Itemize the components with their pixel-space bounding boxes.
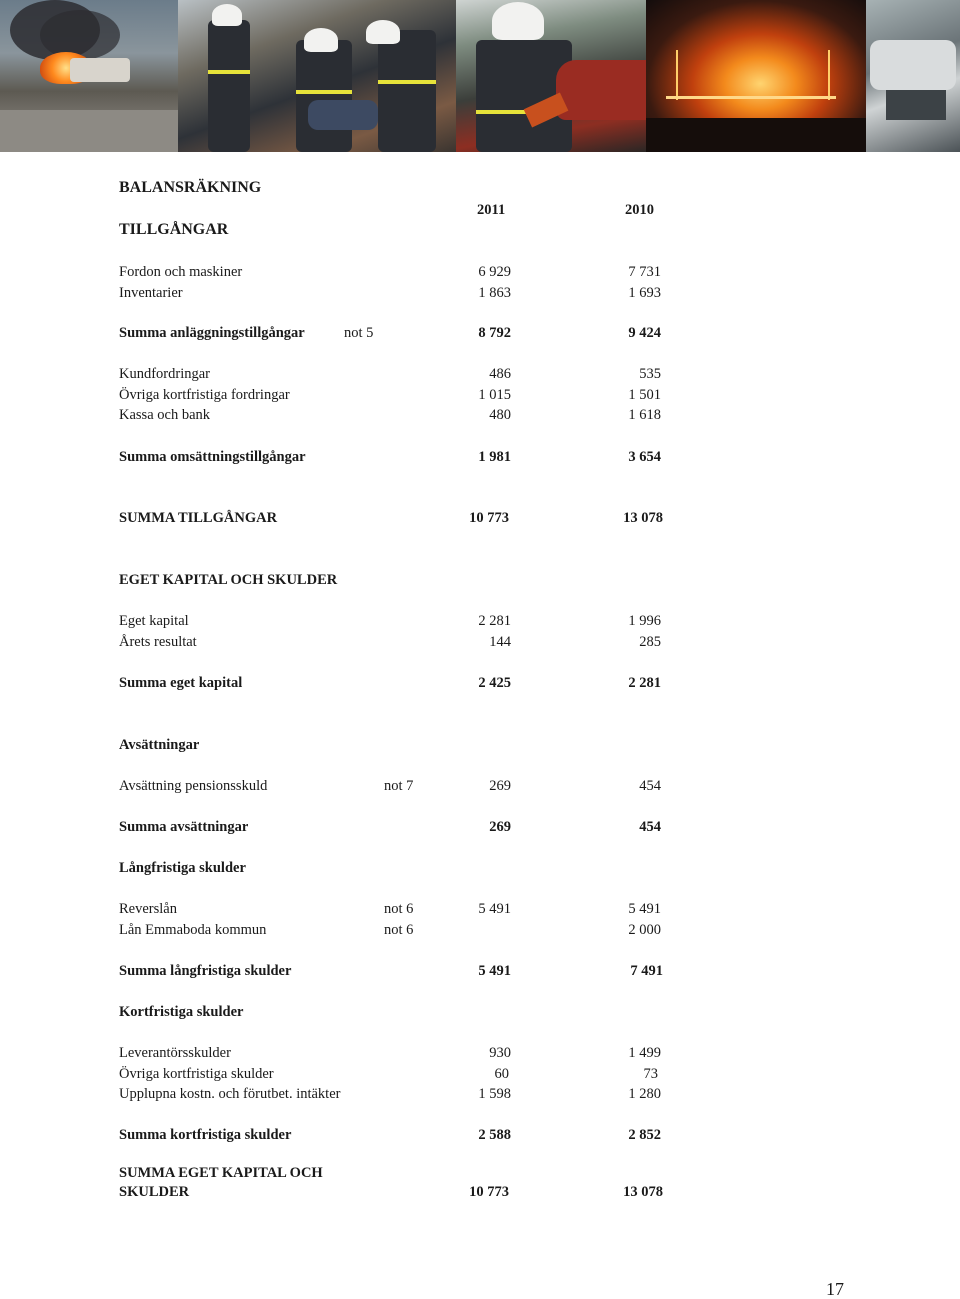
row-label: Upplupna kostn. och förutbet. intäkter [119, 1086, 341, 1102]
value-2011: 60 [494, 1066, 509, 1082]
row-label: Avsättning pensionsskuld [119, 778, 268, 794]
value-2010: 454 [639, 778, 661, 794]
subtotal-row [0, 323, 960, 343]
short-term-liabilities-heading: Kortfristiga skulder [119, 1004, 244, 1020]
subtotal-row [0, 447, 960, 467]
value-2011: 1 598 [478, 1086, 511, 1102]
note-ref: not 6 [384, 901, 414, 917]
statement-row [0, 283, 960, 303]
burning-house-photo [646, 0, 866, 152]
subtotal-row [0, 817, 960, 837]
subtotal-row [0, 673, 960, 693]
row-label: Övriga kortfristiga skulder [119, 1066, 274, 1082]
provisions-heading: Avsättningar [119, 737, 200, 753]
row-label: Summa eget kapital [119, 675, 243, 691]
statement-row [0, 364, 960, 384]
value-2010: 454 [639, 819, 661, 835]
statement-row [0, 405, 960, 425]
value-2010: 1 499 [628, 1045, 661, 1061]
row-label: Kassa och bank [119, 407, 211, 423]
statement-row [0, 632, 960, 652]
value-2011: 269 [489, 778, 511, 794]
statement-row [0, 899, 960, 919]
assets-heading-row [0, 220, 960, 240]
subtotal-row [0, 1125, 960, 1145]
value-2010: 7 491 [630, 963, 663, 979]
grand-total-row-line1 [0, 1163, 960, 1183]
value-2011: 269 [489, 819, 511, 835]
section-heading-row [0, 858, 960, 878]
assets-heading: TILLGÅNGAR [119, 221, 229, 238]
value-2011: 480 [489, 407, 511, 423]
firefighters-rescue-photo [178, 0, 456, 152]
statement-row [0, 1064, 960, 1084]
column-header-2011: 2011 [477, 202, 506, 218]
value-2011: 2 588 [478, 1127, 511, 1143]
statement-row [0, 920, 960, 940]
value-2010: 5 491 [628, 901, 661, 917]
row-label: Summa avsättningar [119, 819, 249, 835]
section-heading-row [0, 735, 960, 755]
value-2010: 2 000 [628, 922, 661, 938]
value-2010: 13 078 [623, 1184, 663, 1200]
value-2011: 2 281 [478, 613, 511, 629]
statement-row [0, 776, 960, 796]
note-ref: not 5 [344, 325, 374, 341]
value-2010: 3 654 [628, 449, 661, 465]
grand-total-label-line1: SUMMA EGET KAPITAL OCH [119, 1165, 323, 1181]
value-2011: 10 773 [469, 1184, 509, 1200]
long-term-liabilities-heading: Långfristiga skulder [119, 860, 246, 876]
statement-row [0, 1084, 960, 1104]
row-label: Årets resultat [119, 634, 197, 650]
value-2010: 1 618 [628, 407, 661, 423]
equity-liabilities-heading: EGET KAPITAL OCH SKULDER [119, 572, 338, 588]
burning-car-photo [0, 0, 178, 152]
grand-total-label-line2: SKULDER [119, 1184, 190, 1200]
row-label: Fordon och maskiner [119, 264, 243, 280]
value-2010: 535 [639, 366, 661, 382]
value-2010: 1 501 [628, 387, 661, 403]
value-2011: 1 863 [478, 285, 511, 301]
row-label: Inventarier [119, 285, 183, 301]
value-2011: 1 015 [478, 387, 511, 403]
statement-title-row [0, 178, 960, 198]
row-label: Eget kapital [119, 613, 189, 629]
value-2011: 6 929 [478, 264, 511, 280]
value-2010: 73 [643, 1066, 658, 1082]
statement-title: BALANSRÄKNING [119, 179, 262, 196]
section-heading-row [0, 1002, 960, 1022]
row-label: Summa omsättningstillgångar [119, 449, 306, 465]
firefighter-cutting-tool-photo [456, 0, 646, 152]
subtotal-row [0, 961, 960, 981]
value-2011: 1 981 [478, 449, 511, 465]
row-label: Leverantörsskulder [119, 1045, 231, 1061]
page-number: 17 [826, 1279, 844, 1299]
value-2011: 5 491 [478, 901, 511, 917]
value-2010: 2 852 [628, 1127, 661, 1143]
row-label: Summa långfristiga skulder [119, 963, 292, 979]
value-2010: 2 281 [628, 675, 661, 691]
value-2010: 1 996 [628, 613, 661, 629]
row-label: Summa anläggningstillgångar [119, 325, 305, 341]
row-label: Lån Emmaboda kommun [119, 922, 267, 938]
value-2010: 13 078 [623, 510, 663, 526]
value-2011: 486 [489, 366, 511, 382]
statement-row [0, 1043, 960, 1063]
row-label: Övriga kortfristiga fordringar [119, 387, 290, 403]
value-2011: 2 425 [478, 675, 511, 691]
statement-row [0, 262, 960, 282]
row-label: Kundfordringar [119, 366, 211, 382]
value-2010: 1 280 [628, 1086, 661, 1102]
value-2011: 10 773 [469, 510, 509, 526]
value-2010: 285 [639, 634, 661, 650]
value-2010: 1 693 [628, 285, 661, 301]
column-header-2010: 2010 [625, 202, 654, 218]
total-row [0, 508, 960, 528]
value-2011: 930 [489, 1045, 511, 1061]
value-2011: 5 491 [478, 963, 511, 979]
section-heading-row [0, 570, 960, 590]
row-label: Reverslån [119, 901, 177, 917]
row-label: Summa kortfristiga skulder [119, 1127, 292, 1143]
note-ref: not 7 [384, 778, 414, 794]
statement-row [0, 611, 960, 631]
value-2011: 144 [489, 634, 511, 650]
crashed-car-photo [866, 0, 960, 152]
header-photo-strip [0, 0, 960, 152]
note-ref: not 6 [384, 922, 414, 938]
statement-row [0, 385, 960, 405]
grand-total-row [0, 1182, 960, 1202]
value-2010: 7 731 [628, 264, 661, 280]
value-2010: 9 424 [628, 325, 661, 341]
row-label: SUMMA TILLGÅNGAR [119, 510, 278, 526]
value-2011: 8 792 [478, 325, 511, 341]
